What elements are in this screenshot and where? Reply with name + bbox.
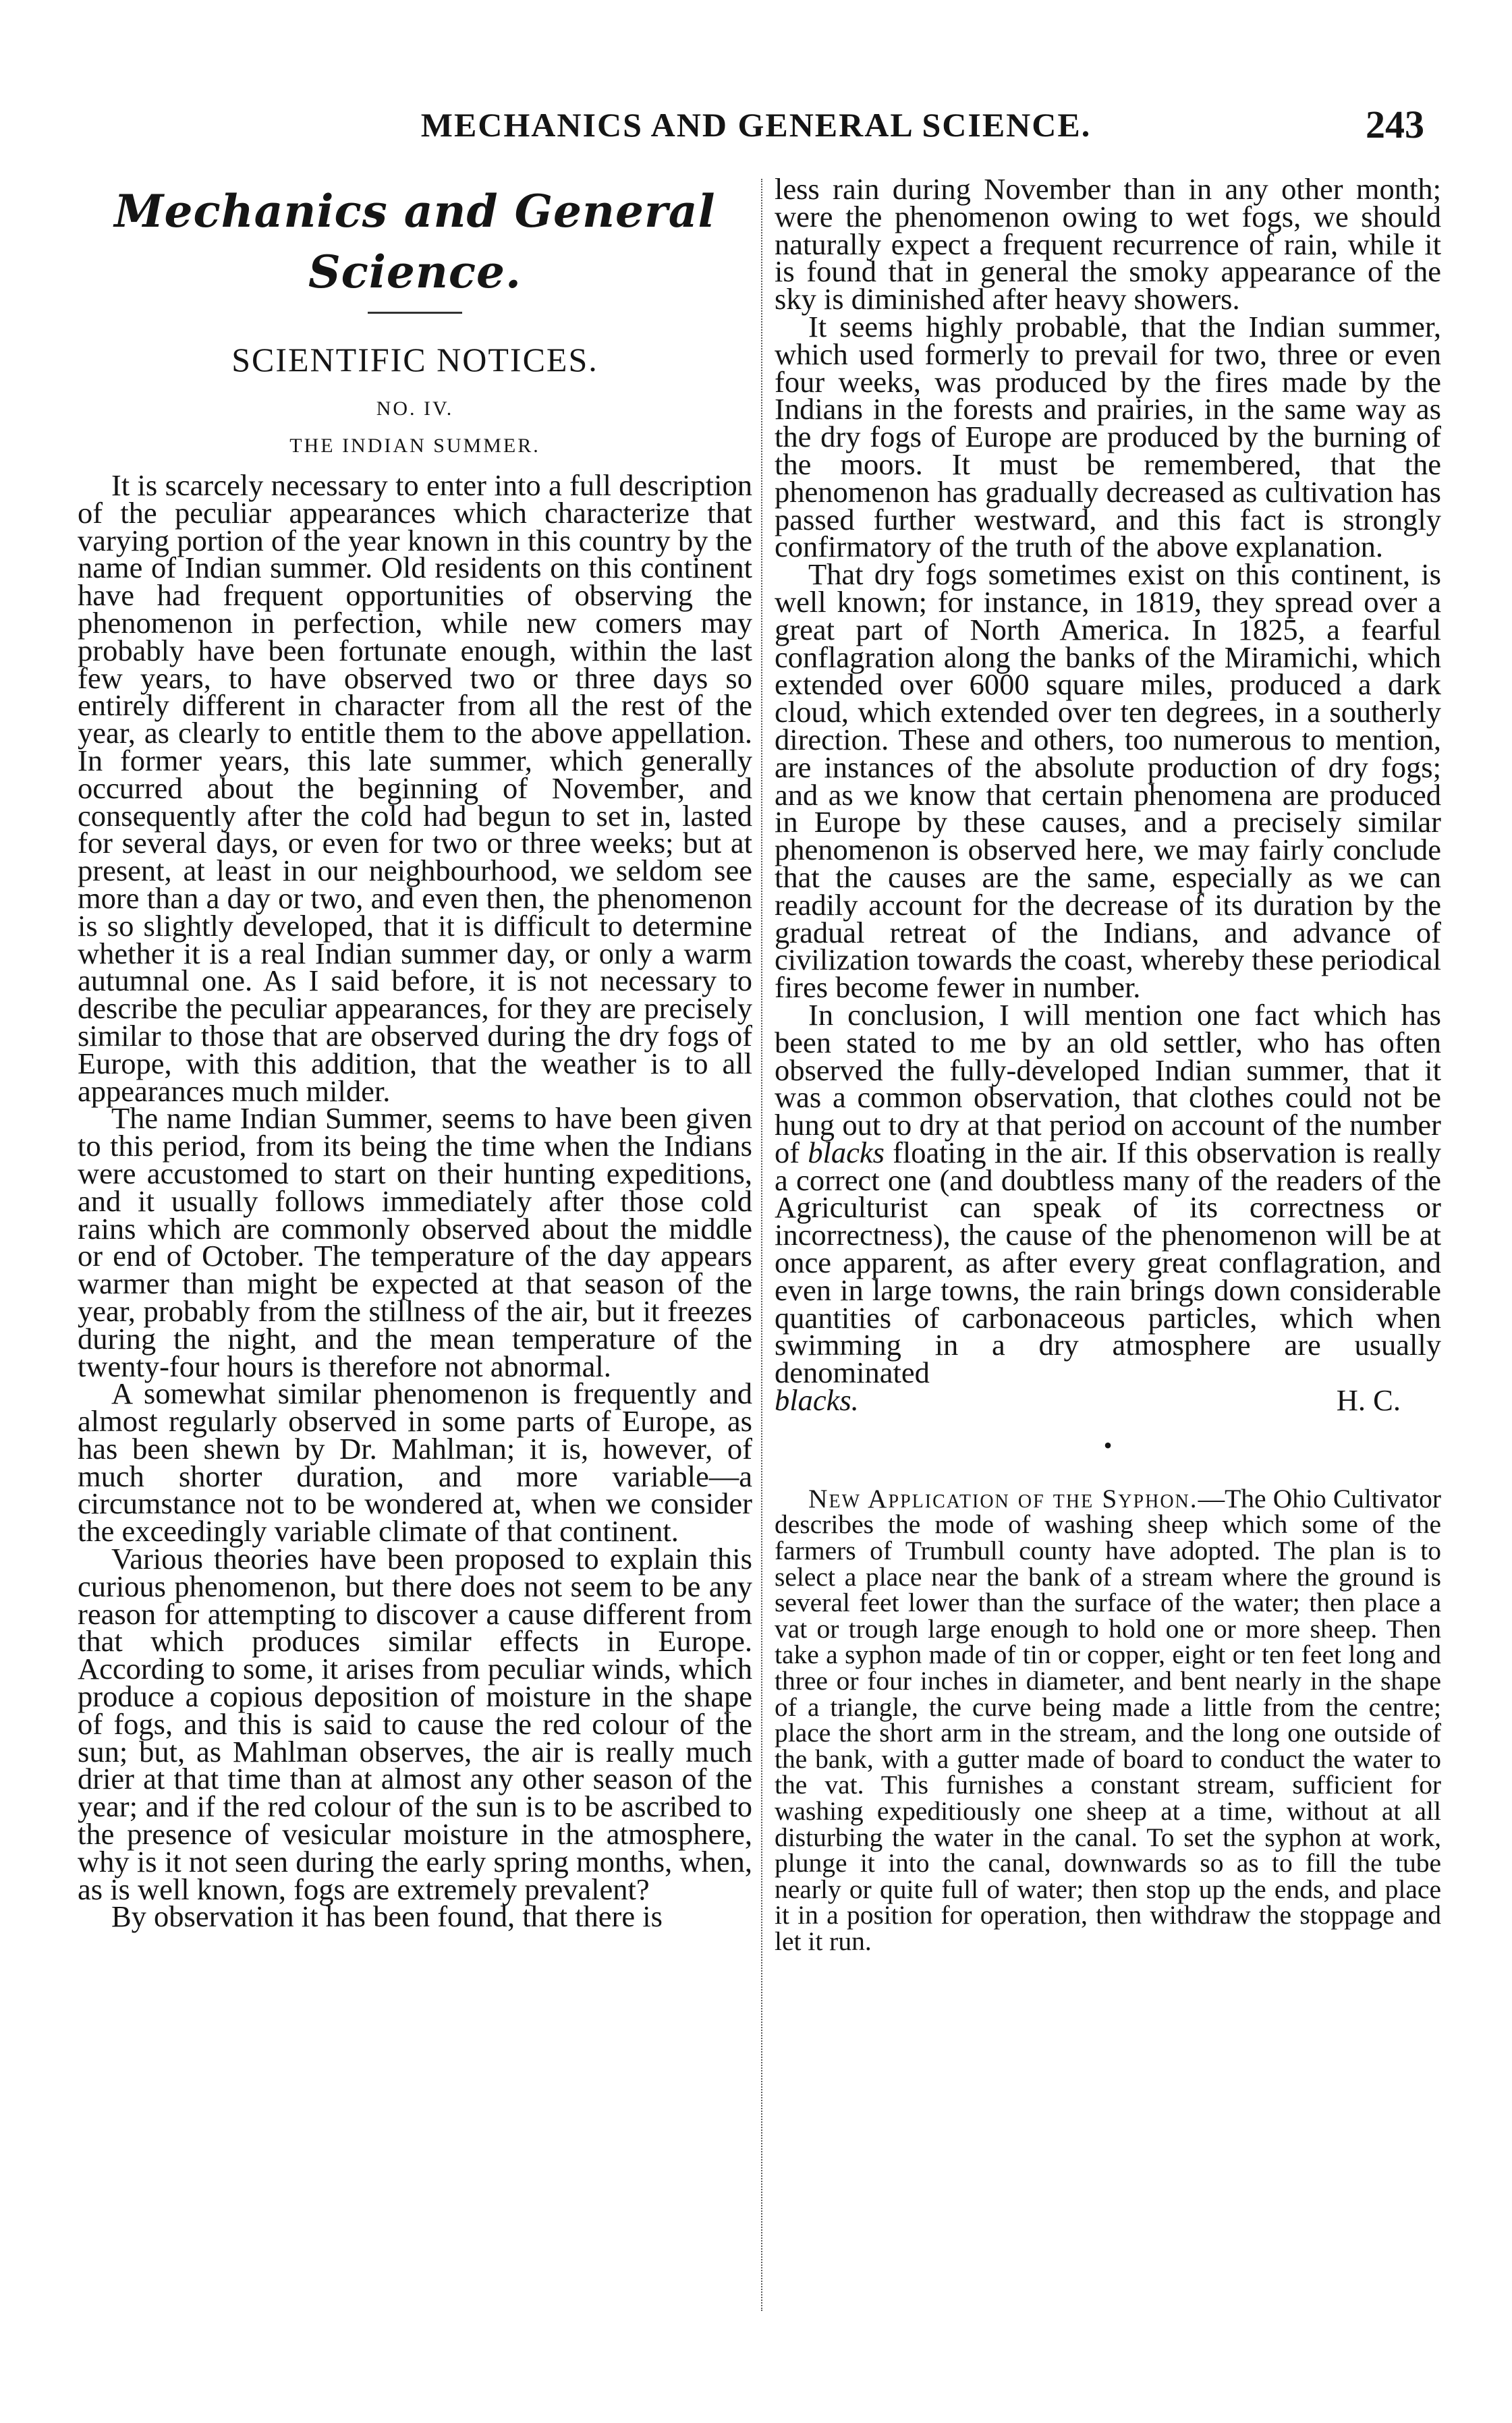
running-title: MECHANICS AND GENERAL SCIENCE. xyxy=(420,106,1092,144)
paragraph xyxy=(775,997,1441,1390)
italic-term: blacks. xyxy=(775,1383,859,1418)
left-column xyxy=(78,175,752,2322)
title-rule xyxy=(368,312,462,314)
section-title: Mechanics and General Science. xyxy=(114,185,716,298)
paragraph: It seems highly probable, that the Indian summer, which used formerly to prevail for two, three or even four weeks, was produced by the fires made by the Indians in the forests and prairies, in the same way as the dry fogs of Europe are produced by the burning of the moors. It must be remembered, that the phenomenon has gradually decreased as cultivation has passed further westward, and this fact is strongly confirmatory of the truth of the above explanation. xyxy=(775,309,1441,564)
text-run: floating in the air. If this observation is really a correct one (and doubtless many of the readers of the Agriculturist can speak of its correctness or incorrectness), the cause of the phenomenon will be at once apparent, as after every great conflagration, and even in large towns, the rain brings down considerable quantities of carbonaceous particles, which when swimming in a dry atmosphere are usually denominated xyxy=(775,1135,1441,1390)
notices-number: NO. IV. xyxy=(376,397,454,420)
syphon-heading: New Application of the Syphon. xyxy=(808,1483,1198,1513)
paragraph: That dry fogs sometimes exist on this continent, is well known; for instance, in 1819, they spread over a great part of North America. In 1825, a fearful conflagration along the banks of the Miramichi, which extended over 6000 square miles, produced a dark cloud, which extended over ten degrees, in a southerly direction. These and others, too numerous to mention, are instances of the absolute production of dry fogs; and as we know that certain phenomena are produced in Europe by these causes, and a precisely similar phenomenon is observed here, we may fairly conclude that the causes are the same, especially as we can readily account for the decrease of its duration by the gradual retreat of the Indians, and advance of civilization towards the coast, whereby these periodical fires become fewer in number. xyxy=(775,557,1441,1005)
page-number: 243 xyxy=(1366,103,1424,146)
closing-line xyxy=(775,1383,1441,1418)
author-signature: H. C. xyxy=(1336,1383,1401,1418)
syphon-text: —The Ohio Cultivator describes the mode of washing sheep which some of the farmers of Trumbull county have adopted. The plan is to select a place near the bank of a stream where the ground is several feet lower than the surface of the water; then place a vat or trough large enough to hold one or more sheep. Then take a syphon made of tin or copper, eight or ten feet long and three or four inches in diameter, and bent nearly in the shape of a triangle, the curve being made a little from the centre; place the short arm in the stream, and the long one outside of the bank, with a gutter made of board to conduct the water to the vat. This furnishes a constant stream, sufficient for washing expeditiously one sheep at a time, without at all disturbing the water in the canal. To set the syphon at work, plunge it into the canal, downwards so as to fill the tube nearly or quite full of water; then stop up the ends, and place it in a position for operation, then withdraw the stoppage and let it run. xyxy=(775,1483,1441,1956)
paragraph: A somewhat similar phenomenon is frequently and almost regularly observed in some parts of Europe, as has been shewn by Dr. Mahlman; it is, however, of much shorter duration, and more variable—a circumstance not to be wondered at, when we consider the exceedingly variable climate of that continent. xyxy=(78,1376,752,1549)
paragraph: By observation it has been found, that there is xyxy=(111,1899,663,1934)
column-divider xyxy=(761,179,764,2311)
running-head xyxy=(74,94,1438,155)
separator-mark: • xyxy=(1103,1431,1113,1459)
paragraph: less rain during November than in any other month; were the phenomenon owing to wet fogs, we should naturally expect a frequent recurrence of rain, while it is found that in general the smoky appearance of the sky is diminished after heavy showers. xyxy=(775,172,1441,316)
notices-title: SCIENTIFIC NOTICES. xyxy=(231,341,598,379)
text-run: In conclusion, I will mention one fact which has been stated to me by an old settler, who has often observed the fully-developed Indian summer, that it was a common observation, that clothes could not be hung out to dry at that period on account of the number of xyxy=(775,997,1441,1169)
paragraph: Various theories have been proposed to explain this curious phenomenon, but there does not seem to be any reason for attempting to discover a cause different from that which produces similar effects in Europe. According to some, it arises from peculiar winds, which produce a copious deposition of moisture in the shape of fogs, and this is said to cause the red colour of the sun; but, as Mahlman observes, the air is really much drier at that time than at almost any other season of the year; and if the red colour of the sun is to be ascribed to the presence of vesicular moisture in the atmosphere, why is it not seen during the early spring months, when, as is well known, fogs are extremely prevalent? xyxy=(78,1542,752,1906)
paragraph: The name Indian Summer, seems to have been given to this period, from its being the time when the Indians were accustomed to start on their hunting expeditions, and it usually follows immediately after those cold rains which are commonly observed about the middle or end of October. The temperature of the day appears warmer than might be expected at that season of the year, probably from the stillness of the air, but it freezes during the night, and the mean temperature of the twenty-four hours is therefore not abnormal. xyxy=(78,1101,752,1383)
italic-term: blacks xyxy=(808,1135,885,1169)
right-column xyxy=(775,172,1441,2322)
article-subject: THE INDIAN SUMMER. xyxy=(289,435,540,457)
syphon-paragraph xyxy=(775,1483,1441,1956)
paragraph: It is scarcely necessary to enter into a full description of the peculiar appearances which characterize that varying portion of the year known in this country by the name of Indian summer. Old residents on this continent have had frequent opportunities of observing the phenomenon in perfection, while new comers may probably have been fortunate enough, within the last few years, to have observed two or three days so entirely different in character from all the rest of the year, as clearly to entitle them to the above appellation. In former years, this late summer, which generally occurred about the beginning of November, and consequently after the cold had begun to set in, lasted for several days, or even for two or three weeks; but at present, at least in our neighbourhood, we seldom see more than a day or two, and even then, the phenomenon is so slightly developed, that it is difficult to determine whether it is a real Indian summer day, or only a warm autumnal one. As I said before, it is not necessary to describe the peculiar appearances, for they are precisely similar to those that are observed during the dry fogs of Europe, with this addition, that the weather is to all appearances much milder. xyxy=(78,468,752,1108)
